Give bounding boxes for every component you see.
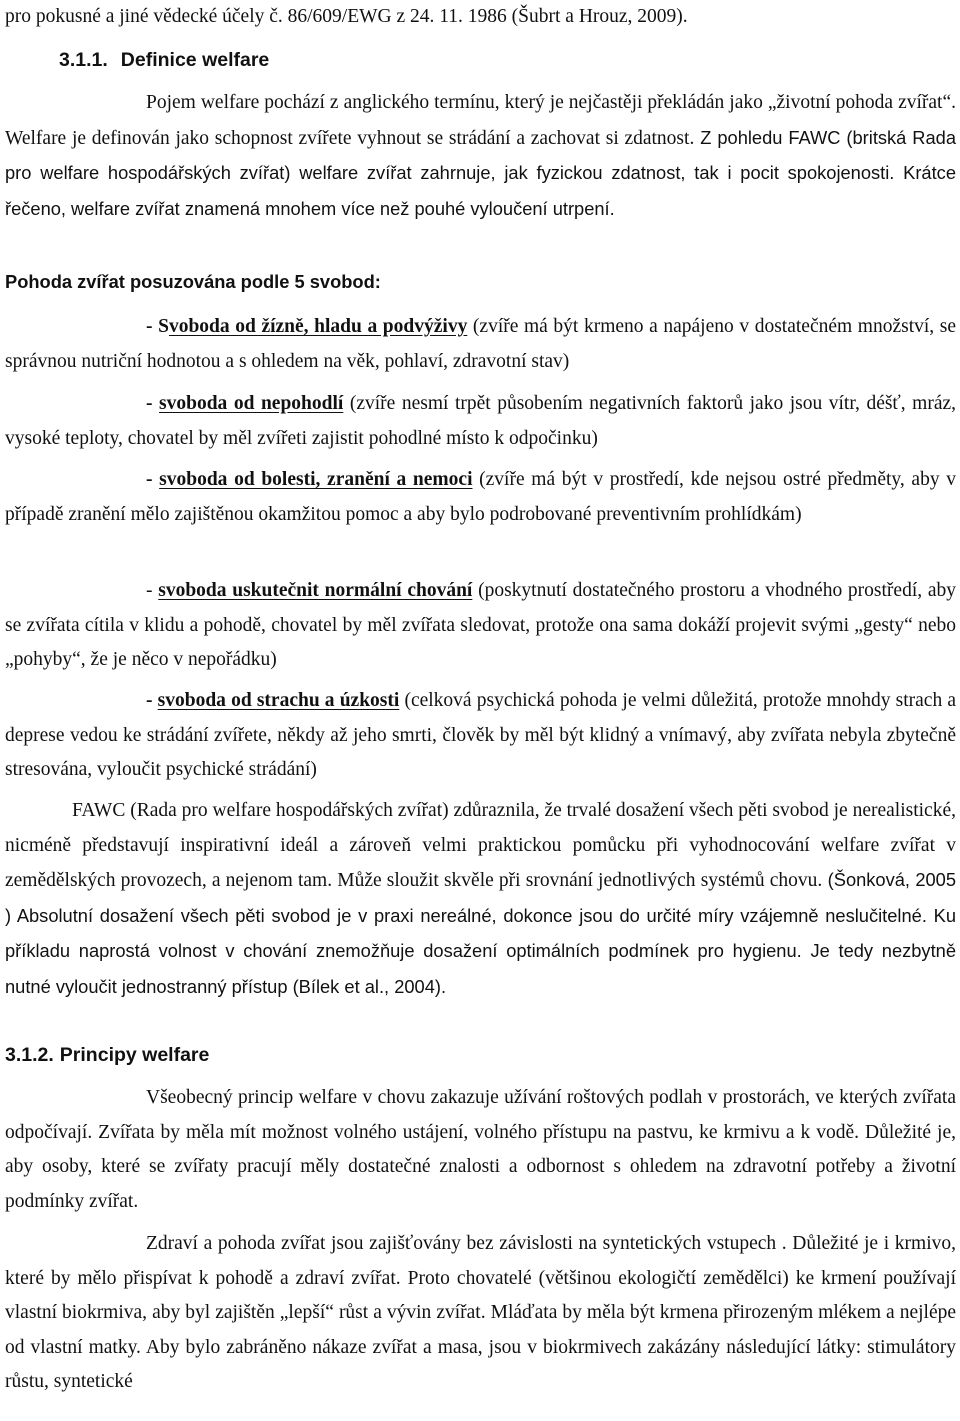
health-paragraph: Zdraví a pohoda zvířat jsou zajišťovány bez závislosti na syntetických vstupech . Důležité je i krmivo, které by mělo přispívat k pohodě a zdraví zvířat. Proto chovatelé (většinou ekologičtí zemědělci) ke krmení používají vlastní biokrmiva, aby byl zajištěn „lepší“ růst a vývin zvířat. Mláďata by měla být krmena přirozeným mlékem a nejlépe od vlastní matky. Aby bylo zabráněno nákaze zvířat a masa, jsou v biokrmivech zakázány následující látky: stimulátory růstu, syntetické xyxy=(5,1233,956,1392)
section-heading-definice xyxy=(5,43,269,78)
section-title: Definice welfare xyxy=(120,49,270,71)
freedom-title: svoboda od strachu a úzkosti xyxy=(157,690,400,711)
freedoms-heading: Pohoda zvířat posuzována podle 5 svobod: xyxy=(5,271,381,292)
section-number: 3.1.2. xyxy=(5,1044,54,1066)
fawc-text-serif: FAWC (Rada pro welfare hospodářských zvířat) zdůraznila, že trvalé dosažení všech pěti svobod je nerealistické, nicméně představují inspirativní ideál a zároveň velmi praktickou pomůcku při vyhodnocování welfare zvířat v zemědělských provozech, a nejenom tam. Může sloužit skvěle při srovnání jednotlivých systémů chovu. xyxy=(5,800,956,891)
fawc-paragraph xyxy=(5,794,956,1005)
freedom-dash: - xyxy=(146,393,160,414)
freedom-item-2 xyxy=(5,387,956,456)
intro-line: pro pokusné a jiné vědecké účely č. 86/609/EWG z 24. 11. 1986 (Šubrt a Hrouz, 2009). xyxy=(5,6,688,27)
freedom-dash: - S xyxy=(146,316,169,337)
freedom-item-4 xyxy=(5,574,956,678)
freedom-title: svoboda od bolesti, zranění a nemoci xyxy=(159,469,473,490)
principles-paragraph: Všeobecný princip welfare v chovu zakazuje užívání roštových podlah v prostorách, ve kterých zvířata odpočívají. Zvířata by měla mít možnost volného ustájení, volného přístupu na pastvu, ke krmivu a k vodě. Důležité je, aby osoby, které se zvířaty pracují měly dostatečné znalosti a odbornost s ohledem na zdravotní potřeby a životní podmínky zvířat. xyxy=(5,1087,956,1212)
fawc-text-sans: (Šonková, 2005 ) Absolutní dosažení všech pěti svobod je v praxi nereálné, dokonce jsou do určité míry vzájemně neslučitelné. Ku příkladu naprostá volnost v chování znemožňuje dosažení optimálních podmínek pro hygienu. Je tedy nezbytně nutné vyloučit jednostranný přístup (Bílek et al., 2004). xyxy=(5,869,956,997)
freedom-dash: - xyxy=(146,469,160,490)
freedom-title: voboda od žízně, hladu a podvýživy xyxy=(168,316,468,337)
section-heading-principy xyxy=(5,1038,956,1073)
freedom-desc: (zvíře nesmí trpět působením negativních faktorů jako jsou vítr, déšť, mráz, vysoké teploty, chovatel by měl zvířeti zajistit pohodlné místo k odpočinku) xyxy=(5,393,957,449)
freedom-desc: (poskytnutí dostatečného prostoru a vhodného prostředí, aby se zvířata cítila v klidu a pohodě, chovatel by měl zvířata sledovat, protože ona sama dokáží projevit svými „gesty“ nebo „pohyby“, že je něco v nepořádku) xyxy=(5,580,957,670)
freedom-desc: (zvíře má být krmeno a napájeno v dostatečném množství, se správnou nutriční hodnotou a s ohledem na věk, pohlaví, zdravotní stav) xyxy=(5,316,957,372)
freedom-dash: - xyxy=(146,580,159,601)
definition-paragraph xyxy=(5,86,956,227)
freedom-title: svoboda od nepohodlí xyxy=(159,393,344,414)
freedom-dash: - xyxy=(146,690,158,711)
freedom-item-5 xyxy=(5,684,956,788)
freedom-item-1 xyxy=(5,310,956,379)
freedom-desc: (celková psychická pohoda je velmi důležitá, protože mnohdy strach a deprese vedou ke strádání zvířete, někdy až jeho smrti, člověk by měl být klidný a vnímavý, aby zvířata nebyla zbytečně stresována, vyloučit psychické strádání) xyxy=(5,690,956,780)
section-number: 3.1.1. xyxy=(59,49,108,71)
definition-text-serif: Pojem welfare pochází z anglického termínu, který je nejčastěji překládán jako „životní pohoda zvířat“. Welfare je definován jako schopnost zvířete vyhnout se strádání a zachovat si zdatnost. xyxy=(5,92,956,149)
freedom-title: svoboda uskutečnit normální chování xyxy=(158,580,473,601)
freedom-item-3 xyxy=(5,463,956,532)
definition-text-sans: Z pohledu FAWC (britská Rada pro welfare hospodářských zvířat) welfare zvířat zahrnuje, jak fyzickou zdatnost, tak i pocit spokojenosti. Krátce řečeno, welfare zvířat znamená mnohem více než pouhé vyloučení utrpení. xyxy=(5,126,956,219)
section-title: Principy welfare xyxy=(59,1044,210,1066)
freedom-desc: (zvíře má být v prostředí, kde nejsou ostré předměty, aby v případě zranění mělo zajištěnou okamžitou pomoc a aby bylo podrobované preventivním prohlídkám) xyxy=(5,469,956,525)
